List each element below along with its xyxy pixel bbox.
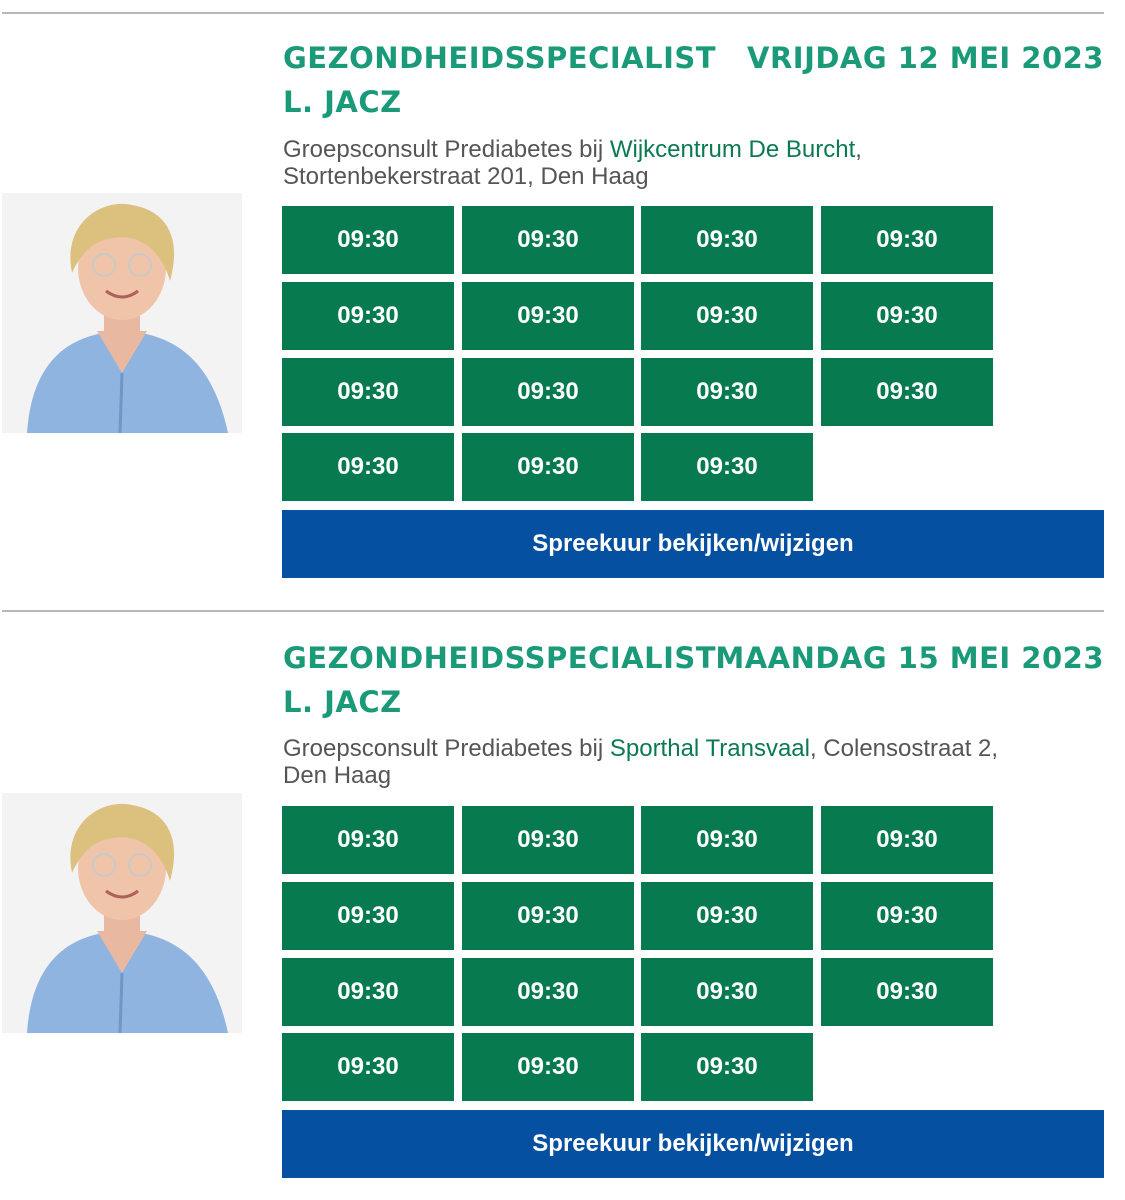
time-slot-button[interactable]: 09:30 xyxy=(821,958,993,1026)
time-slot-button[interactable]: 09:30 xyxy=(282,958,454,1026)
specialist-title xyxy=(283,636,716,724)
location-link[interactable]: Sporthal Transvaal xyxy=(609,735,810,762)
specialist-title xyxy=(283,36,716,124)
time-slot-button[interactable]: 09:30 xyxy=(282,206,454,274)
time-slot-button[interactable]: 09:30 xyxy=(462,206,634,274)
view-edit-consultation-button[interactable]: Spreekuur bekijken/wijzigen xyxy=(282,1110,1104,1178)
time-slot-button[interactable]: 09:30 xyxy=(641,433,813,501)
appointment-description xyxy=(283,136,1093,190)
specialist-name: L. JACZ xyxy=(283,85,402,119)
description-text: , Colensostraat 2, xyxy=(809,735,999,762)
time-slot-button[interactable]: 09:30 xyxy=(821,206,993,274)
time-slot-button[interactable]: 09:30 xyxy=(641,806,813,874)
time-slot-button[interactable]: 09:30 xyxy=(462,958,634,1026)
appointment-description xyxy=(283,735,1093,789)
location-link[interactable]: Wijkcentrum De Burcht xyxy=(609,136,856,163)
time-slot-button[interactable]: 09:30 xyxy=(641,206,813,274)
divider xyxy=(2,610,1104,612)
time-slot-button[interactable]: 09:30 xyxy=(462,358,634,426)
time-slot-button[interactable]: 09:30 xyxy=(282,806,454,874)
time-slot-button[interactable]: 09:30 xyxy=(462,433,634,501)
view-edit-consultation-button[interactable]: Spreekuur bekijken/wijzigen xyxy=(282,510,1104,578)
time-slot-button[interactable]: 09:30 xyxy=(282,282,454,350)
specialist-role: GEZONDHEIDSSPECIALIST xyxy=(283,641,717,675)
time-slot-button[interactable]: 09:30 xyxy=(282,882,454,950)
appointment-date: MAANDAG 15 MEI 2023 xyxy=(715,641,1104,675)
specialist-role: GEZONDHEIDSSPECIALIST xyxy=(283,41,717,75)
time-slot-button[interactable]: 09:30 xyxy=(462,282,634,350)
time-slot-button[interactable]: 09:30 xyxy=(462,1033,634,1101)
address-text: Den Haag xyxy=(283,762,392,789)
time-slot-button[interactable]: 09:30 xyxy=(821,282,993,350)
specialist-photo xyxy=(2,793,242,1033)
description-text: , xyxy=(855,136,862,163)
time-slot-button[interactable]: 09:30 xyxy=(821,358,993,426)
address-text: Stortenbekerstraat 201, Den Haag xyxy=(283,163,649,190)
divider xyxy=(2,12,1104,14)
specialist-name: L. JACZ xyxy=(283,685,402,719)
time-slot-button[interactable]: 09:30 xyxy=(641,282,813,350)
time-slot-button[interactable]: 09:30 xyxy=(282,433,454,501)
description-text: Groepsconsult Prediabetes bij xyxy=(283,136,610,163)
time-slot-button[interactable]: 09:30 xyxy=(641,882,813,950)
time-slot-button[interactable]: 09:30 xyxy=(821,882,993,950)
specialist-photo xyxy=(2,193,242,433)
time-slot-button[interactable]: 09:30 xyxy=(641,358,813,426)
time-slot-button[interactable]: 09:30 xyxy=(462,882,634,950)
time-slot-button[interactable]: 09:30 xyxy=(282,1033,454,1101)
time-slot-button[interactable]: 09:30 xyxy=(641,1033,813,1101)
description-text: Groepsconsult Prediabetes bij xyxy=(283,735,610,762)
time-slot-button[interactable]: 09:30 xyxy=(282,358,454,426)
appointment-date: VRIJDAG 12 MEI 2023 xyxy=(747,41,1104,75)
time-slot-button[interactable]: 09:30 xyxy=(462,806,634,874)
time-slot-button[interactable]: 09:30 xyxy=(641,958,813,1026)
time-slot-button[interactable]: 09:30 xyxy=(821,806,993,874)
